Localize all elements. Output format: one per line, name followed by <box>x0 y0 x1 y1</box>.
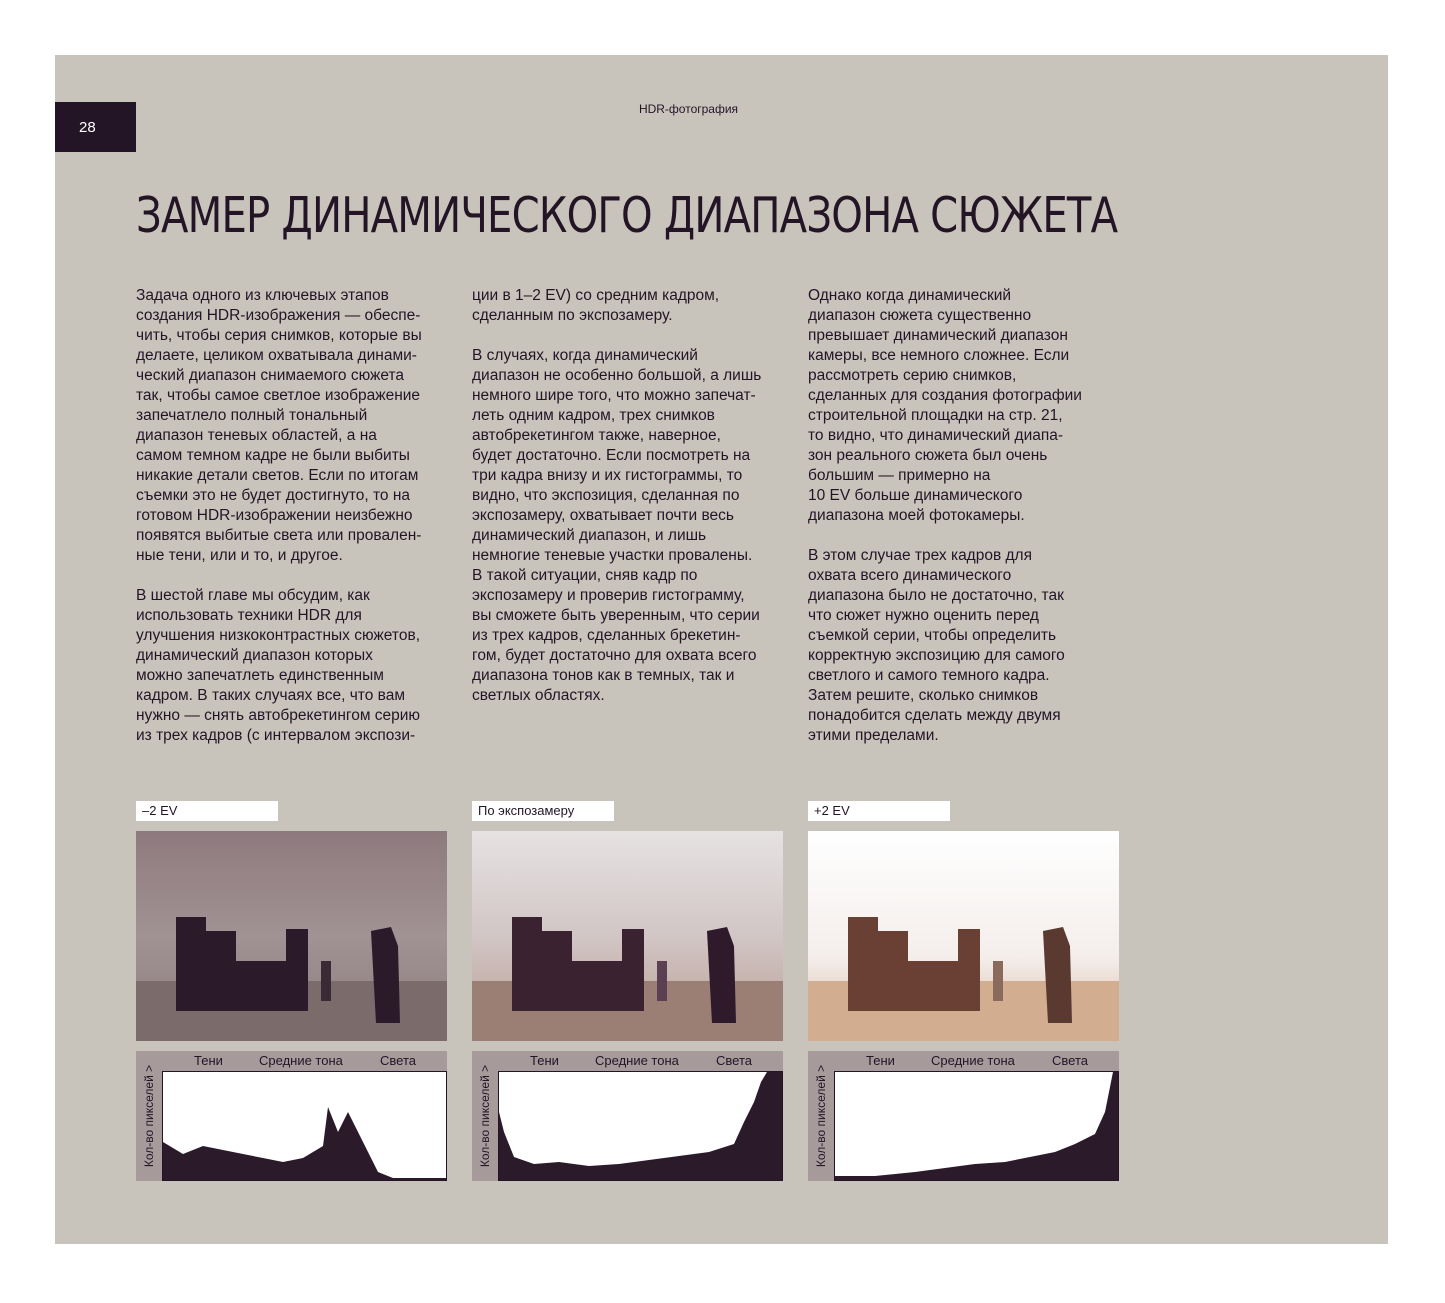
paragraph: Задача одного из ключевых этапов создания HDR-изображения — обеспе- чить, чтобы серия снимков, которые вы делаете, целиком охватывала динами- ческий диапазон снимаемого сюжета так, чтобы самое светлое изображение запечатлело полный тональный диапазон теневых областей, а на самом темном кадре не были выбиты никакие детали светов. Если по итогам съемки это не будет достигнуто, то на готовом HDR-изображении неизбежно появятся выбитые света или провален- ные тени, или и то, и другое. <box>136 287 422 564</box>
histogram-curve <box>835 1072 1118 1180</box>
histogram-minus-2ev <box>136 1051 447 1181</box>
label-shadows: Тени <box>866 1053 895 1068</box>
histogram-curve <box>499 1072 782 1180</box>
figure-metered <box>472 801 784 1181</box>
photo-minus-2ev <box>136 831 447 1041</box>
paragraph: В этом случае трех кадров для охвата всего динамического диапазона было не достаточно, так что сюжет нужно оценить перед съемкой серии, чтобы определить корректную экспозицию для самого светлого и самого темного кадра. Затем решите, сколько снимков понадобится сделать между двумя этими пределами. <box>808 547 1065 744</box>
paragraph: В шестой главе мы обсудим, как использовать техники HDR для улучшения низкоконтрастных сюжетов, динамический диапазон которых можно запечатлеть единственным кадром. В таких случаях все, что вам нужно — снять автобрекетингом серию из трех кадров (с интервалом экспози- <box>136 587 421 744</box>
label-highlights: Света <box>380 1053 416 1068</box>
figure-label: –2 EV <box>136 801 278 821</box>
photo-plus-2ev <box>808 831 1119 1041</box>
histogram-y-label: Кол-во пикселей > <box>814 1064 828 1168</box>
paragraph: Однако когда динамический диапазон сюжета существенно превышает динамический диапазон камеры, все немного сложнее. Если рассмотреть серию снимков, сделанных для создания фотографии строительной площадки на стр. 21, то видно, что динамический диапа- зон реального сюжета был очень большим — примерно на 10 EV больше динамического диапазона моей фотокамеры. <box>808 287 1082 524</box>
label-shadows: Тени <box>530 1053 559 1068</box>
label-highlights: Света <box>716 1053 752 1068</box>
text-column-1 <box>136 286 456 766</box>
text-column-3 <box>808 286 1128 766</box>
book-page <box>55 55 1388 1244</box>
histogram-curve <box>163 1072 446 1180</box>
label-midtones: Средние тона <box>931 1053 1015 1068</box>
page-title: ЗАМЕР ДИНАМИЧЕСКОГО ДИАПАЗОНА СЮЖЕТА <box>136 187 1118 244</box>
histogram-y-label: Кол-во пикселей > <box>478 1064 492 1168</box>
histogram-plus-2ev <box>808 1051 1119 1181</box>
running-head: HDR-фотография <box>638 102 739 116</box>
histogram-y-label: Кол-во пикселей > <box>142 1064 156 1168</box>
page-number: 28 <box>55 102 136 152</box>
figure-plus-2ev <box>808 801 1120 1181</box>
paragraph: ции в 1–2 EV) со средним кадром, сделанным по экспозамеру. <box>472 287 720 324</box>
label-midtones: Средние тона <box>259 1053 343 1068</box>
histogram-metered <box>472 1051 783 1181</box>
paragraph: В случаях, когда динамический диапазон не особенно большой, а лишь немного шире того, что можно запечат- леть одним кадром, трех снимков автобрекетингом также, наверное, будет достаточно. Если посмотреть на три кадра внизу и их гистограммы, то видно, что экспозиция, сделанная по экспозамеру, охватывает почти весь динамический диапазон, и лишь немногие теневые участки провалены. В такой ситуации, сняв кадр по экспозамеру и проверив гистограмму, вы сможете быть уверенным, что серии из трех кадров, сделанных брекетин- гом, будет достаточно для охвата всего диапазона тонов как в темных, так и светлых областях. <box>472 347 762 704</box>
text-column-2 <box>472 286 792 726</box>
figure-label: +2 EV <box>808 801 950 821</box>
photo-metered <box>472 831 783 1041</box>
label-highlights: Света <box>1052 1053 1088 1068</box>
label-midtones: Средние тона <box>595 1053 679 1068</box>
figure-label: По экспозамеру <box>472 801 614 821</box>
label-shadows: Тени <box>194 1053 223 1068</box>
figure-minus-2ev <box>136 801 448 1181</box>
